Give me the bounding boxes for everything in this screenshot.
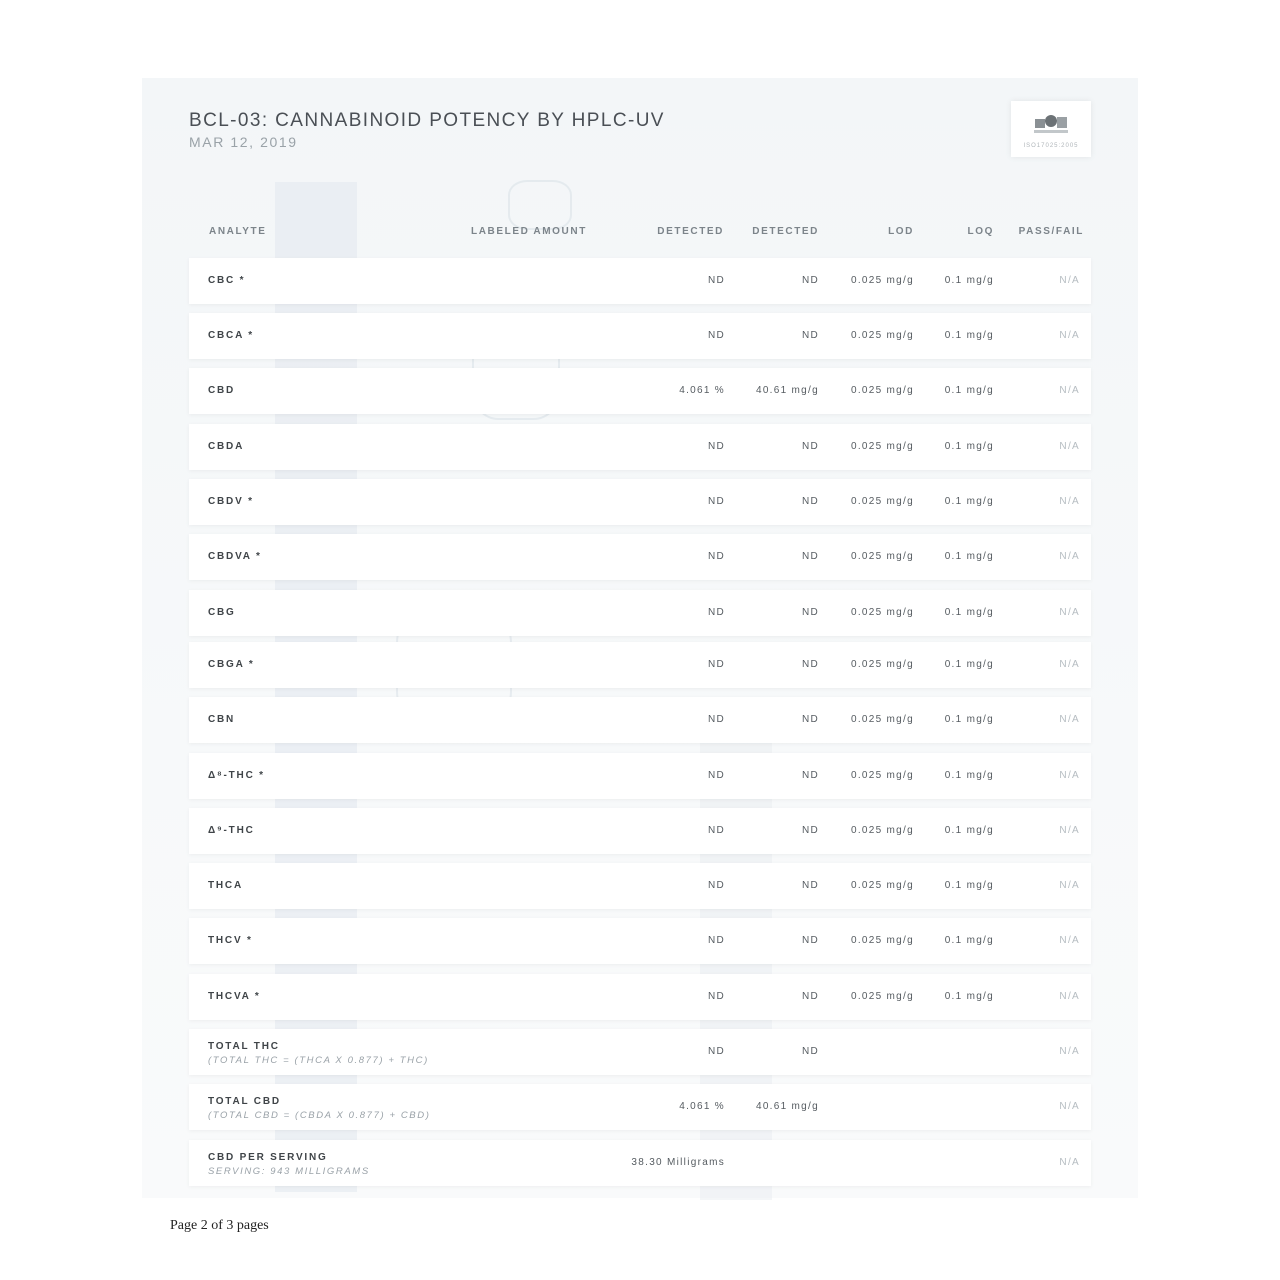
table-row xyxy=(189,258,1091,304)
pass-fail-value: N/A xyxy=(1059,659,1080,670)
analyte-formula: (TOTAL THC = (THCA X 0.877) + THC) xyxy=(208,1055,429,1066)
detected-percent: ND xyxy=(707,1046,725,1057)
detected-percent: ND xyxy=(707,714,725,725)
table-row xyxy=(189,534,1091,580)
lod-value: 0.025 mg/g xyxy=(850,770,914,781)
table-row xyxy=(189,974,1091,1020)
lod-value: 0.025 mg/g xyxy=(850,825,914,836)
analyte-name: THCA xyxy=(208,880,243,891)
pass-fail-value: N/A xyxy=(1059,551,1080,562)
detected-percent: 4.061 % xyxy=(679,1101,725,1112)
table-row xyxy=(189,863,1091,909)
loq-value: 0.1 mg/g xyxy=(944,385,994,396)
detected-mg: ND xyxy=(801,607,819,618)
detected-percent: ND xyxy=(707,825,725,836)
pass-fail-value: N/A xyxy=(1059,991,1080,1002)
col-loq: LOQ xyxy=(967,226,994,237)
detected-percent: ND xyxy=(707,659,725,670)
col-detected-mg: DETECTED xyxy=(752,226,819,237)
pass-fail-value: N/A xyxy=(1059,496,1080,507)
loq-value: 0.1 mg/g xyxy=(944,607,994,618)
loq-value: 0.1 mg/g xyxy=(944,275,994,286)
pass-fail-value: N/A xyxy=(1059,825,1080,836)
detected-mg: ND xyxy=(801,659,819,670)
analyte-formula: (TOTAL CBD = (CBDA X 0.877) + CBD) xyxy=(208,1110,431,1121)
col-pass-fail: PASS/FAIL xyxy=(1018,226,1084,237)
analyte-name: CBCA * xyxy=(208,330,254,341)
detected-percent: ND xyxy=(707,496,725,507)
loq-value: 0.1 mg/g xyxy=(944,935,994,946)
analyte-name: TOTAL THC (TOTAL THC = (THCA X 0.877) + THC) xyxy=(208,1041,429,1066)
labeled-amount: 38.30 Milligrams xyxy=(631,1157,725,1168)
molecule-watermark-icon xyxy=(508,180,572,230)
table-row xyxy=(189,1084,1091,1130)
col-analyte: ANALYTE xyxy=(209,226,267,237)
table-row xyxy=(189,808,1091,854)
loq-value: 0.1 mg/g xyxy=(944,551,994,562)
pass-fail-value: N/A xyxy=(1059,1101,1080,1112)
table-row xyxy=(189,918,1091,964)
lod-value: 0.025 mg/g xyxy=(850,330,914,341)
analyte-name: CBDA xyxy=(208,441,245,452)
lod-value: 0.025 mg/g xyxy=(850,275,914,286)
table-row xyxy=(189,424,1091,470)
detected-mg: ND xyxy=(801,1046,819,1057)
detected-mg: 40.61 mg/g xyxy=(755,1101,819,1112)
loq-value: 0.1 mg/g xyxy=(944,714,994,725)
loq-value: 0.1 mg/g xyxy=(944,441,994,452)
detected-mg: ND xyxy=(801,770,819,781)
table-row xyxy=(189,313,1091,359)
table-row xyxy=(189,1029,1091,1075)
pass-fail-value: N/A xyxy=(1059,441,1080,452)
analyte-name: CBG xyxy=(208,607,236,618)
lod-value: 0.025 mg/g xyxy=(850,385,914,396)
pass-fail-value: N/A xyxy=(1059,770,1080,781)
pass-fail-value: N/A xyxy=(1059,1046,1080,1057)
col-detected-percent: DETECTED xyxy=(657,226,724,237)
detected-mg: ND xyxy=(801,330,819,341)
analyte-name: CBDV * xyxy=(208,496,254,507)
loq-value: 0.1 mg/g xyxy=(944,770,994,781)
table-row xyxy=(189,642,1091,688)
lod-value: 0.025 mg/g xyxy=(850,496,914,507)
lod-value: 0.025 mg/g xyxy=(850,991,914,1002)
lod-value: 0.025 mg/g xyxy=(850,551,914,562)
pass-fail-value: N/A xyxy=(1059,1157,1080,1168)
page-title: BCL-03: CANNABINOID POTENCY BY HPLC-UV xyxy=(189,110,665,131)
detected-percent: ND xyxy=(707,607,725,618)
lod-value: 0.025 mg/g xyxy=(850,441,914,452)
loq-value: 0.1 mg/g xyxy=(944,991,994,1002)
analyte-name: THCVA * xyxy=(208,991,261,1002)
lod-value: 0.025 mg/g xyxy=(850,607,914,618)
detected-mg: ND xyxy=(801,441,819,452)
detected-percent: ND xyxy=(707,935,725,946)
pass-fail-value: N/A xyxy=(1059,330,1080,341)
accreditation-text: ISO17025:2005 xyxy=(1023,143,1079,149)
pass-fail-value: N/A xyxy=(1059,935,1080,946)
analyte-name: CBN xyxy=(208,714,236,725)
lab-logo-icon xyxy=(1033,111,1069,137)
accreditation-logo xyxy=(1011,101,1091,157)
report-date: MAR 12, 2019 xyxy=(189,134,298,150)
pass-fail-value: N/A xyxy=(1059,385,1080,396)
lod-value: 0.025 mg/g xyxy=(850,714,914,725)
detected-mg: ND xyxy=(801,991,819,1002)
lod-value: 0.025 mg/g xyxy=(850,659,914,670)
analyte-name: CBDVA * xyxy=(208,551,262,562)
analyte-name: CBC * xyxy=(208,275,246,286)
table-row xyxy=(189,697,1091,743)
detected-percent: 4.061 % xyxy=(679,385,725,396)
loq-value: 0.1 mg/g xyxy=(944,825,994,836)
table-row xyxy=(189,1140,1091,1186)
detected-percent: ND xyxy=(707,275,725,286)
pass-fail-value: N/A xyxy=(1059,880,1080,891)
detected-mg: ND xyxy=(801,714,819,725)
detected-mg: ND xyxy=(801,935,819,946)
detected-mg: 40.61 mg/g xyxy=(755,385,819,396)
table-row xyxy=(189,479,1091,525)
detected-percent: ND xyxy=(707,551,725,562)
detected-percent: ND xyxy=(707,770,725,781)
detected-percent: ND xyxy=(707,441,725,452)
detected-mg: ND xyxy=(801,880,819,891)
pass-fail-value: N/A xyxy=(1059,607,1080,618)
analyte-name: CBGA * xyxy=(208,659,255,670)
page-number: Page 2 of 3 pages xyxy=(170,1218,269,1233)
loq-value: 0.1 mg/g xyxy=(944,659,994,670)
detected-mg: ND xyxy=(801,275,819,286)
pass-fail-value: N/A xyxy=(1059,275,1080,286)
loq-value: 0.1 mg/g xyxy=(944,496,994,507)
lod-value: 0.025 mg/g xyxy=(850,935,914,946)
analyte-name: CBD xyxy=(208,385,236,396)
detected-percent: ND xyxy=(707,991,725,1002)
loq-value: 0.1 mg/g xyxy=(944,880,994,891)
analyte-name: Δ⁸-THC * xyxy=(208,770,265,781)
analyte-name: CBD PER SERVING SERVING: 943 MILLIGRAMS xyxy=(208,1152,370,1177)
analyte-name: Δ⁹-THC xyxy=(208,825,255,836)
detected-mg: ND xyxy=(801,496,819,507)
table-row xyxy=(189,368,1091,414)
detected-percent: ND xyxy=(707,330,725,341)
loq-value: 0.1 mg/g xyxy=(944,330,994,341)
detected-percent: ND xyxy=(707,880,725,891)
analyte-name: TOTAL CBD (TOTAL CBD = (CBDA X 0.877) + CBD) xyxy=(208,1096,431,1121)
analyte-formula: SERVING: 943 MILLIGRAMS xyxy=(208,1166,370,1177)
col-lod: LOD xyxy=(888,226,914,237)
pass-fail-value: N/A xyxy=(1059,714,1080,725)
detected-mg: ND xyxy=(801,551,819,562)
analyte-name: THCV * xyxy=(208,935,253,946)
col-labeled-amount: LABELED AMOUNT xyxy=(471,226,587,237)
detected-mg: ND xyxy=(801,825,819,836)
table-row xyxy=(189,753,1091,799)
table-row xyxy=(189,590,1091,636)
lod-value: 0.025 mg/g xyxy=(850,880,914,891)
